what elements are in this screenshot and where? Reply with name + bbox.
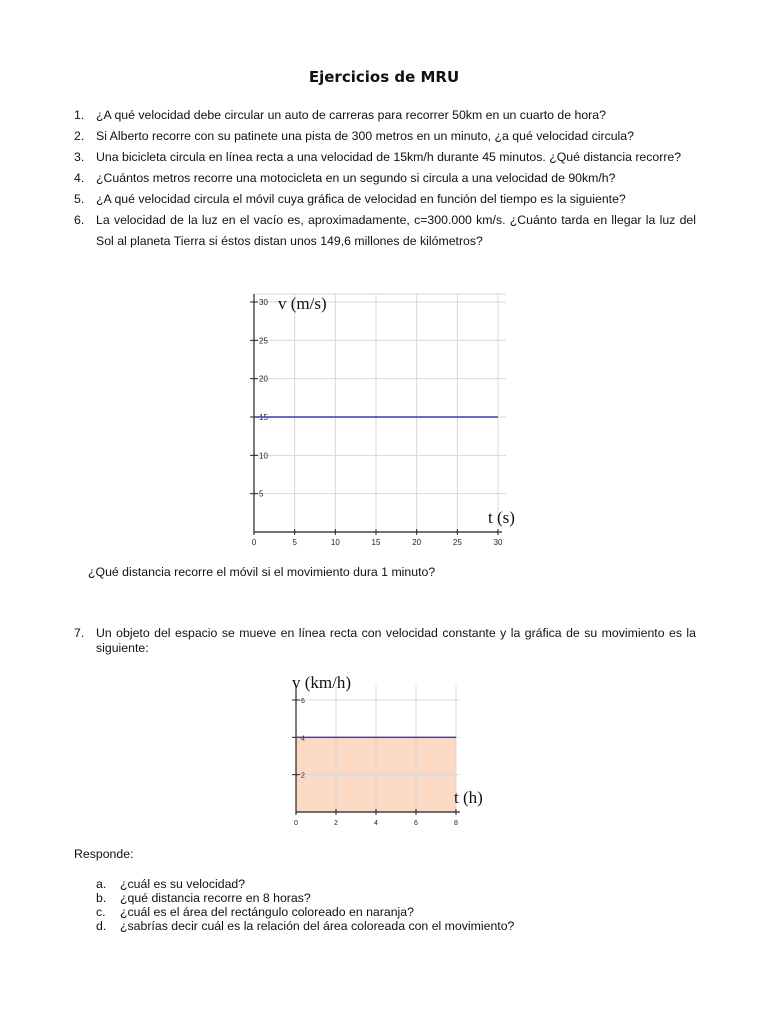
chart-question: ¿Qué distancia recorre el móvil si el movimiento dura 1 minuto?: [88, 565, 436, 579]
question-number: 2.: [74, 129, 85, 143]
x-tick-label: 0: [294, 820, 298, 827]
subquestion-item: [96, 891, 514, 905]
x-tick-label: 20: [412, 538, 422, 547]
y-tick-label: 20: [259, 374, 268, 384]
x-axis-label: t (s): [488, 508, 515, 527]
question-item: [74, 626, 696, 656]
x-tick-label: 5: [292, 538, 297, 547]
question-number: 6.: [74, 213, 85, 227]
subquestion-letter: a.: [96, 877, 107, 891]
question-item: [74, 105, 696, 126]
x-tick-label: 30: [493, 538, 503, 547]
subquestion-letter: c.: [96, 905, 106, 919]
subquestion-letter: d.: [96, 919, 107, 933]
subquestion-text: ¿cuál es su velocidad?: [120, 877, 246, 891]
velocity-time-chart-1: [236, 290, 526, 555]
y-tick-label: 25: [259, 336, 268, 346]
question-number: 5.: [74, 192, 85, 206]
question-list: [74, 105, 696, 252]
subquestion-list: [96, 877, 514, 933]
x-tick-label: 8: [454, 820, 458, 827]
question-text: La velocidad de la luz en el vacío es, aproximadamente, c=300.000 km/s. ¿Cuánto tarda en llegar la luz del Sol al planeta Tierra si éstos distan unos 149,6 millones de kilómetros?: [96, 213, 696, 248]
x-tick-label: 0: [251, 538, 257, 547]
x-tick-label: 15: [371, 538, 381, 547]
question-text: ¿Cuántos metros recorre una motocicleta en un segundo si circula a una velocidad de 90km/h?: [96, 171, 616, 185]
question-7: [74, 626, 696, 656]
question-item: [74, 168, 696, 189]
x-tick-label: 6: [414, 820, 418, 827]
subquestion-text: ¿cuál es el área del rectángulo coloreado en naranja?: [120, 905, 414, 919]
subquestion-item: [96, 919, 514, 933]
y-tick-label: 6: [301, 698, 305, 705]
x-tick-label: 2: [334, 820, 338, 827]
question-text: Si Alberto recorre con su patinete una pista de 300 metros en un minuto, ¿a qué velocidad circula?: [96, 129, 634, 143]
y-axis-label: v (m/s): [278, 294, 327, 313]
y-tick-label: 5: [259, 489, 264, 499]
y-tick-label: 4: [301, 735, 305, 743]
question-text: ¿A qué velocidad circula el móvil cuya gráfica de velocidad en función del tiempo es la siguiente?: [96, 192, 626, 206]
y-tick-label: 2: [301, 772, 305, 780]
subquestion-text: ¿qué distancia recorre en 8 horas?: [120, 891, 311, 905]
y-tick-label: 10: [259, 451, 268, 461]
subquestion-item: [96, 905, 514, 919]
y-tick-label: 15: [259, 413, 268, 422]
question-item: [74, 126, 696, 147]
subquestion-text: ¿sabrías decir cuál es la relación del área coloreada con el movimiento?: [120, 919, 515, 933]
velocity-time-chart-2: [282, 668, 502, 838]
question-text: ¿A qué velocidad debe circular un auto de carreras para recorrer 50km en un cuarto de hora?: [96, 108, 606, 122]
question-item: [74, 147, 696, 168]
subquestion-letter: b.: [96, 891, 107, 905]
question-number: 1.: [74, 108, 85, 122]
question-number: 4.: [74, 171, 85, 185]
question-item: [74, 189, 696, 210]
responde-label: Responde:: [74, 847, 134, 861]
question-text: Un objeto del espacio se mueve en línea recta con velocidad constante y la gráfica de su movimiento es la siguiente:: [96, 626, 696, 655]
y-tick-label: 30: [259, 298, 268, 307]
subquestion-item: [96, 877, 514, 891]
x-tick-label: 10: [330, 538, 340, 547]
question-number: 3.: [74, 150, 85, 164]
question-text: Una bicicleta circula en línea recta a una velocidad de 15km/h durante 45 minutos. ¿Qué distancia recorre?: [96, 150, 682, 164]
page-title: Ejercicios de MRU: [308, 68, 460, 86]
x-axis-label: t (h): [454, 788, 483, 807]
y-axis-label: v (km/h): [292, 673, 352, 692]
x-tick-label: 25: [452, 538, 462, 547]
x-tick-label: 4: [374, 820, 378, 827]
question-number: 7.: [74, 626, 85, 640]
question-item: [74, 210, 696, 252]
